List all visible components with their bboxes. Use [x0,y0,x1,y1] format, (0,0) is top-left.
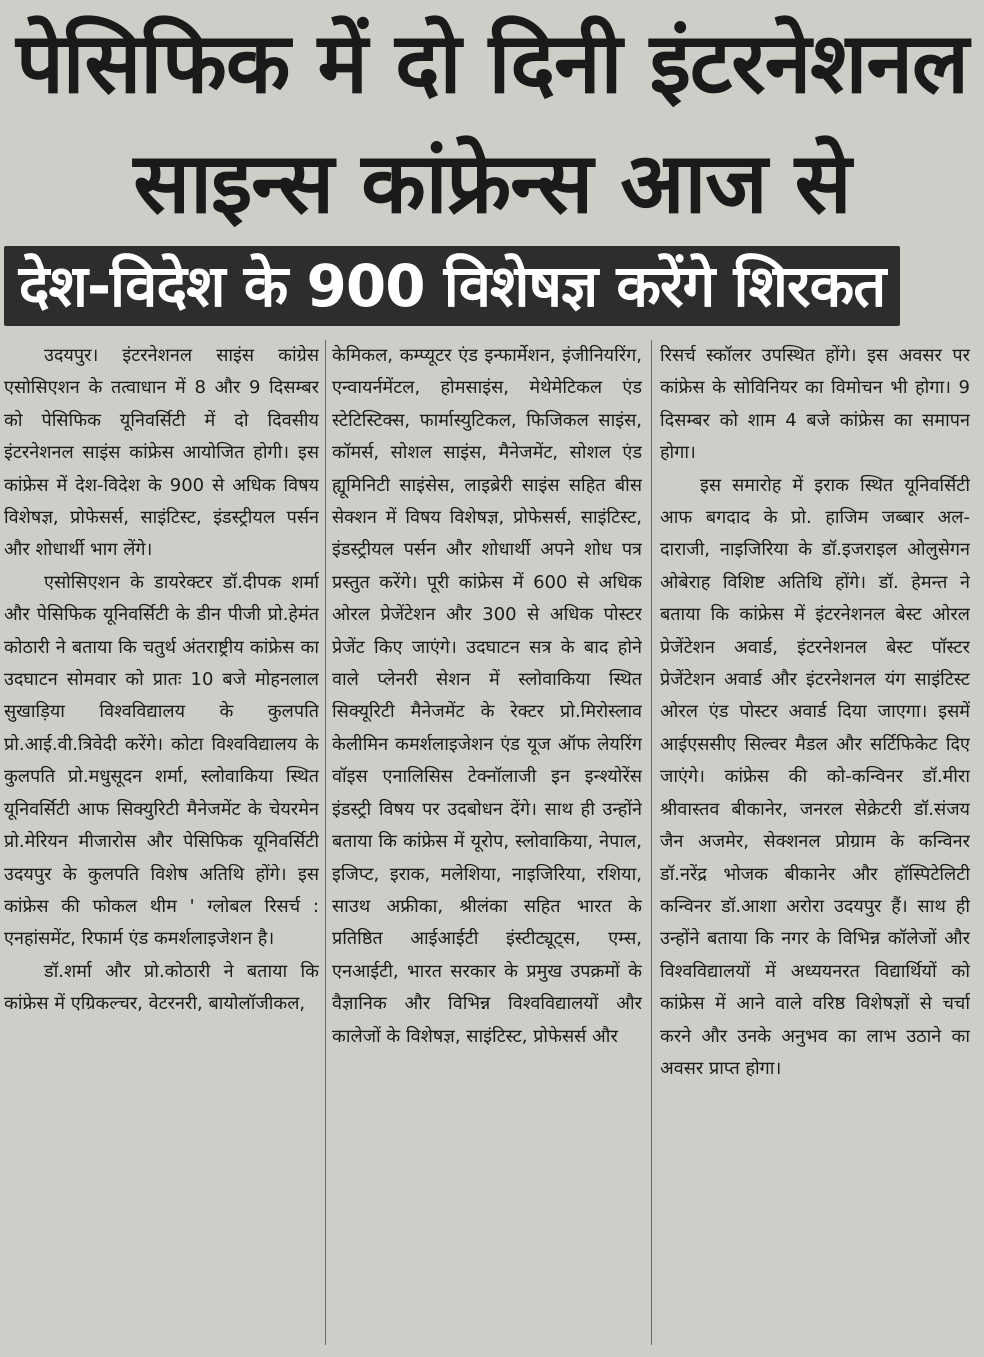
column-1-paragraph-1: उदयपुर। इंटरनेशनल साइंस कांग्रेस एसोसिएशन के तत्वाधान में 8 और 9 दिसम्बर को पेसिफिक यूनिवर्सिटी में दो दिवसीय इंटरनेशनल साइंस कांफ्रेस आयोजित होगी। इस कांफ्रेस में देश-विदेश के 900 से अधिक विषय विशेषज्ञ, प्रोफेसर्स, साइंटिस्ट, इंडस्ट्रीयल पर्सन और शोधार्थी भाग लेंगे। [4,345,319,561]
column-divider-1 [325,340,326,1345]
column-1-paragraph-2: एसोसिएशन के डायरेक्टर डॉ.दीपक शर्मा और पेसिफिक यूनिवर्सिटी के डीन पीजी प्रो.हेमंत कोठारी ने बताया कि चतुर्थ अंतराष्ट्रीय कांफ्रेस का उदघाटन सोमवार को प्रातः 10 बजे मोहनलाल सुखाड़िया विश्वविद्यालय के कुलपति प्रो.आई.वी.त्रिवेदी करेंगे। कोटा विश्वविद्यालय के कुलपति प्रो.मधुसूदन शर्मा, स्लोवाकिया स्थित यूनिवर्सिटी आफ सिक्युरिटी मैनेजमेंट के चेयरमेन प्रो.मेरियन मीजारोस और पेसिफिक यूनिवर्सिटी उदयपुर के कुलपति विशेष अतिथि होंगे। इस कांफ्रेस की फोकल थीम ' ग्लोबल रिसर्च : एनहांसमेंट, रिफार्म एंड कमर्शलाइजेशन है। [4,571,319,950]
column-3-paragraph-2: इस समारोह में इराक स्थित यूनिवर्सिटी आफ बगदाद के प्रो. हाजिम जब्बार अल-दाराजी, नाइजिरिया के डॉ.इजराइल ओलुसेगन ओबेराह विशिष्ट अतिथि होंगे। डॉ. हेमन्त ने बताया कि कांफ्रेस में इंटरनेशनल बेस्ट ओरल प्रेजेंटेशन अवार्ड, इंटरनेशनल बेस्ट पॉस्टर प्रेजेंटेशन अवार्ड और इंटरनेशनल यंग साइंटिस्ट ओरल एंड पोस्टर अवार्ड दिया जाएगा। इसमें आईएससीए सिल्वर मैडल और सर्टिफिकेट दिए जाएंगे। कांफ्रेस की को-कन्विनर डॉ.मीरा श्रीवास्तव बीकानेर, जनरल सेक्रेटरी डॉ.संजय जैन अजमेर, सेक्शनल प्रोग्राम के कन्विनर डॉ.नरेंद्र भोजक बीकानेर और हॉस्पिटेलिटी कन्विनर डॉ.आशा अरोरा उदयपुर हैं। साथ ही उन्होंने बताया कि नगर के विभिन्न कॉलेजों और विश्वविद्यालयों में अध्ययनरत विद्यार्थियों को कांफ्रेस में आने वाले वरिष्ठ विशेषज्ञों से चर्चा करने और उनके अनुभव का लाभ उठाने का अवसर प्राप्त होगा। [660,474,970,1079]
article-column-1 [4,340,319,1350]
headline-line-1: पेसिफिक में दो दिनी इंटरनेशनल [16,14,968,112]
headline-line-2: साइन्स कांफ्रेन्स आज से [133,134,851,232]
column-2-text: केमिकल, कम्प्यूटर एंड इन्फार्मेशन, इंजीनियरिंग, एन्वायर्नमेंटल, होमसाइंस, मेथेमेटिकल एंड स्टेटिस्टिक्स, फार्मास्युटिकल, फिजिकल साइंस, कॉमर्स, सोशल साइंस, मैनेजमेंट, सोशल एंड ह्यूमिनिटी साइंसेस, लाइब्रेरी साइंस सहित बीस सेक्शन में विषय विशेषज्ञ, प्रोफेसर्स, साइंटिस्ट, इंडस्ट्रीयल पर्सन और शोधार्थी अपने शोध पत्र प्रस्तुत करेंगे। पूरी कांफ्रेस में 600 से अधिक ओरल प्रेजेंटेशन और 300 से अधिक पोस्टर प्रेजेंट किए जाएंगे। उदघाटन सत्र के बाद होने वाले प्लेनरी सेशन में स्लोवाकिया स्थित सिक्यूरिटी मैनेजमेंट के रेक्टर प्रो.मिरोस्लाव केलीमिन कमर्शलाइजेशन एंड यूज ऑफ लेयरिंग वॉइस एनालिसिस टेक्नॉलाजी इन इन्श्योरेंस इंडस्ट्री विषय पर उदबोधन देंगे। साथ ही उन्होंने बताया कि कांफ्रेस में यूरोप, स्लोवाकिया, नेपाल, इजिप्ट, इराक, मलेशिया, नाइजिरिया, रशिया, साउथ अफ्रीका, श्रीलंका सहित भारत के प्रतिष्ठित आईआईटी इंस्टीट्यूट्स, एम्स, एनआईटी, भारत सरकार के प्रमुख उपक्रमों के वैज्ञानिक और विभिन्न विश्वविद्यालयों और कालेजों के विशेषज्ञ, साइंटिस्ट, प्रोफेसर्स और [332,345,642,1047]
article-column-2 [332,340,642,1350]
column-divider-2 [651,340,652,1345]
subheadline: देश-विदेश के 900 विशेषज्ञ करेंगे शिरकत [18,252,886,320]
column-1-paragraph-3: डॉ.शर्मा और प्रो.कोठारी ने बताया कि कांफ्रेस में एग्रिकल्चर, वेटरनरी, बायोलॉजीकल, [4,960,319,1015]
article-column-3 [660,340,970,1350]
column-3-paragraph-1: रिसर्च स्कॉलर उपस्थित होंगे। इस अवसर पर कांफ्रेस के सोविनियर का विमोचन भी होगा। 9 दिसम्बर को शाम 4 बजे कांफ्रेस का समापन होगा। [660,345,970,464]
